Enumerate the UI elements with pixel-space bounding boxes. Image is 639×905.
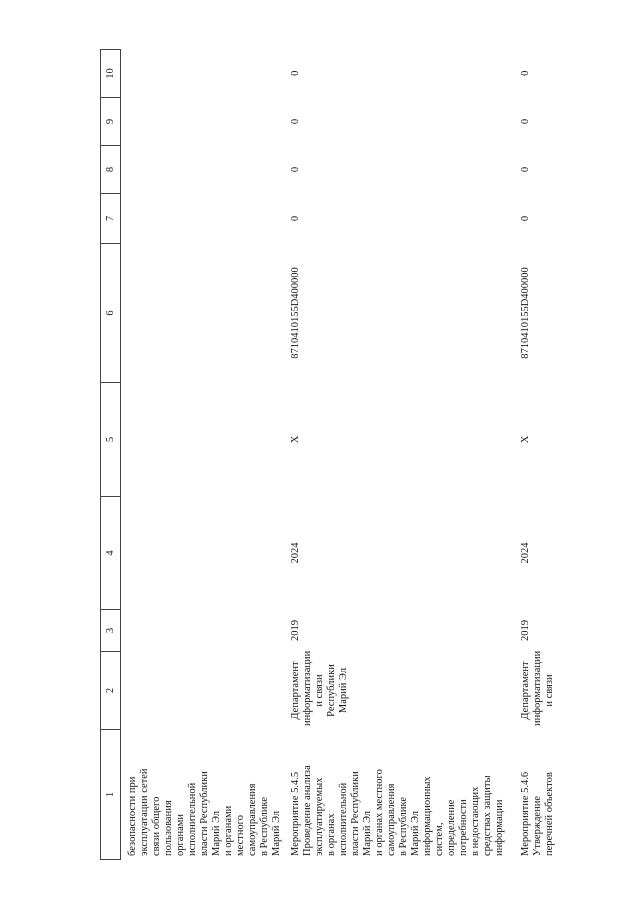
- value-col-10: [121, 50, 284, 98]
- responsible-department: Департамент информатизации и связи: [520, 650, 555, 726]
- start-year: [121, 610, 284, 652]
- column-header-7: 7: [101, 194, 121, 244]
- end-year: 2024: [520, 542, 531, 564]
- responsible-department: Департамент информатизации и связи Республики Марий Эл: [290, 650, 349, 726]
- column-header-1: 1: [101, 730, 121, 860]
- column-header-6: 6: [101, 244, 121, 383]
- value-col-8: 0: [290, 166, 301, 173]
- budget-code: [121, 244, 284, 383]
- measure-description: Мероприятие 5.4.6 Утверждение перечней объектов: [520, 771, 555, 856]
- column-header-3: 3: [101, 610, 121, 652]
- end-year: 2024: [290, 542, 301, 564]
- budget-code: 8710410155D400000: [290, 267, 301, 359]
- column-number-row: [101, 50, 121, 860]
- mark-x: X: [290, 435, 301, 444]
- column-header-4: 4: [101, 497, 121, 610]
- value-col-9: 0: [520, 118, 531, 125]
- start-year: 2019: [520, 620, 531, 641]
- page-number: [80, 0, 100, 58]
- value-col-8: [121, 146, 284, 194]
- value-col-10: 0: [520, 70, 531, 76]
- table-row: [283, 50, 512, 860]
- responsible-department: [121, 652, 284, 730]
- value-col-8: 0: [520, 166, 531, 173]
- value-col-7: 0: [520, 215, 531, 222]
- rotated-page-content: [100, 50, 560, 860]
- value-col-7: 0: [290, 215, 301, 222]
- program-table: [100, 49, 576, 860]
- start-year: 2019: [290, 620, 301, 641]
- column-header-10: 10: [101, 50, 121, 98]
- value-col-7: [121, 194, 284, 244]
- mark-x: X: [520, 435, 531, 444]
- column-header-2: 2: [101, 652, 121, 730]
- column-header-5: 5: [101, 383, 121, 497]
- value-col-10: 0: [290, 70, 301, 76]
- budget-code: 8710410155D400000: [520, 267, 531, 359]
- table-row: [121, 50, 284, 860]
- value-col-9: 0: [290, 118, 301, 125]
- mark-x: [121, 383, 284, 497]
- column-header-9: 9: [101, 98, 121, 146]
- column-header-8: 8: [101, 146, 121, 194]
- table-row: [512, 50, 576, 860]
- value-col-9: [121, 98, 284, 146]
- measure-description: безопасности при эксплуатации сетей связи общего пользования органами исполнительной власти Республики Марий Эл и органами местного самоуправления в Республике Марий Эл: [127, 768, 282, 856]
- end-year: [121, 497, 284, 610]
- measure-description: Мероприятие 5.4.5 Проведение анализа эксплуатируемых в органах исполнительной власти Республики Марий Эл и органах местного самоуправления в Республике Марий Эл информационных систем, определение потребности в недостающих средствах защиты информации: [290, 765, 505, 856]
